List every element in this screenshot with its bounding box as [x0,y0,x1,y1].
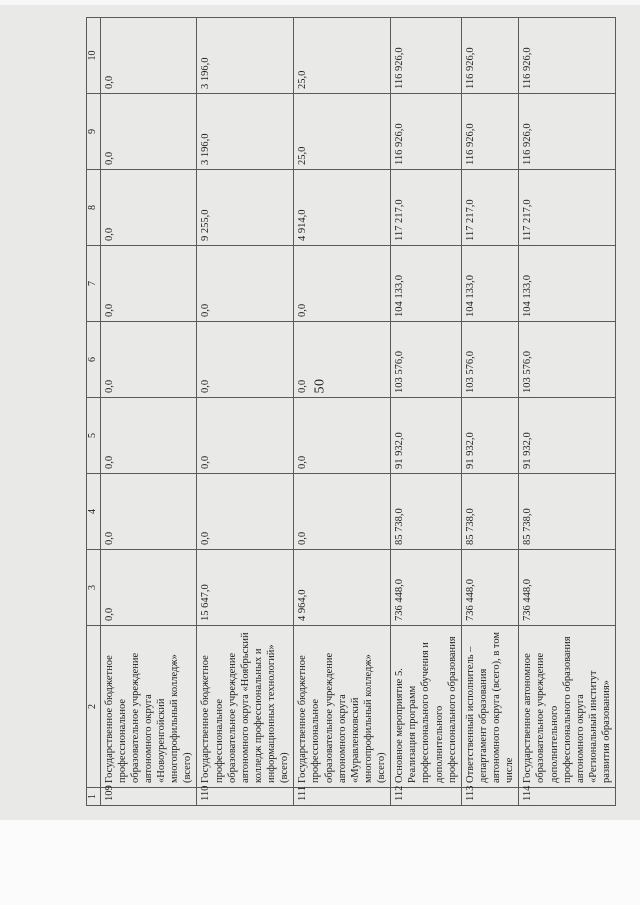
table-row [294,18,391,806]
row-name: Государственное автономное образовательное учреждение дополнительного профессионального образования автономного округа «Региональный институт развития образования» [519,626,616,788]
cell-value: 91 932,0 [461,398,519,474]
scan-top-edge [0,0,640,5]
cell-value: 104 133,0 [461,246,519,322]
cell-value: 736 448,0 [461,550,519,626]
cell-value: 0,0 [100,474,197,550]
row-name: Основное мероприятие 5. Реализация программ профессионального обучения и дополнительного профессионального образования [391,626,462,788]
row-name: Государственное бюджетное профессиональное образовательное учреждение автономного округа «Ноябрьский колледж профессиональных и информационных технологий» (всего) [197,626,294,788]
cell-value: 0,0 [294,474,391,550]
column-number-row [87,18,101,806]
row-number: 114 [519,788,616,806]
cell-value: 0,0 [294,246,391,322]
cell-value: 117 217,0 [391,170,462,246]
page-number: 50 [312,378,328,394]
cell-value: 117 217,0 [461,170,519,246]
cell-value: 0,0 [294,398,391,474]
cell-value: 0,0 [197,398,294,474]
column-number: 5 [87,398,101,474]
column-number: 10 [87,18,101,94]
cell-value: 0,0 [100,170,197,246]
cell-value: 116 926,0 [391,94,462,170]
cell-value: 0,0 [100,398,197,474]
column-number: 3 [87,550,101,626]
table-row [391,18,462,806]
column-number: 9 [87,94,101,170]
cell-value: 15 647,0 [197,550,294,626]
column-number: 1 [87,788,101,806]
cell-value: 85 738,0 [391,474,462,550]
cell-value: 0,0 [100,246,197,322]
column-number: 8 [87,170,101,246]
column-number: 6 [87,322,101,398]
column-number: 4 [87,474,101,550]
row-number: 112 [391,788,462,806]
cell-value: 0,0 [197,246,294,322]
cell-value: 116 926,0 [519,18,616,94]
cell-value: 25,0 [294,94,391,170]
row-name: Ответственный исполнитель – департамент образования автономного округа (всего), в том числе [461,626,519,788]
cell-value: 91 932,0 [519,398,616,474]
cell-value: 3 196,0 [197,94,294,170]
cell-value: 117 217,0 [519,170,616,246]
cell-value: 116 926,0 [519,94,616,170]
table-row [461,18,519,806]
cell-value: 0,0 [100,94,197,170]
cell-value: 85 738,0 [519,474,616,550]
row-number: 109 [100,788,197,806]
blank-page-margin [0,820,640,905]
table-row [100,18,197,806]
row-name: Государственное бюджетное профессиональное образовательное учреждение автономного округа «Муравленковский многопрофильный колледж» (всего) [294,626,391,788]
cell-value: 736 448,0 [519,550,616,626]
cell-value: 116 926,0 [391,18,462,94]
cell-value: 0,0 [100,322,197,398]
row-number: 110 [197,788,294,806]
column-number: 2 [87,626,101,788]
cell-value: 9 255,0 [197,170,294,246]
rotated-table-container [86,18,612,806]
cell-value: 0,0 [100,550,197,626]
cell-value: 103 576,0 [461,322,519,398]
cell-value: 103 576,0 [519,322,616,398]
budget-table [86,17,616,806]
cell-value: 0,0 [197,474,294,550]
cell-value: 25,0 [294,18,391,94]
cell-value: 0,0 [100,18,197,94]
row-number: 111 [294,788,391,806]
cell-value: 85 738,0 [461,474,519,550]
cell-value: 103 576,0 [391,322,462,398]
table-row [519,18,616,806]
table-row [197,18,294,806]
cell-value: 736 448,0 [391,550,462,626]
cell-value: 3 196,0 [197,18,294,94]
row-number: 113 [461,788,519,806]
cell-value: 91 932,0 [391,398,462,474]
cell-value: 116 926,0 [461,18,519,94]
cell-value: 0,0 [197,322,294,398]
cell-value: 4 914,0 [294,170,391,246]
row-name: Государственное бюджетное профессиональное образовательное учреждение автономного округа «Новоуренгойский многопрофильный колледж» (всего) [100,626,197,788]
cell-value: 104 133,0 [519,246,616,322]
cell-value: 0,0 [294,322,391,398]
cell-value: 4 964,0 [294,550,391,626]
cell-value: 104 133,0 [391,246,462,322]
column-number: 7 [87,246,101,322]
cell-value: 116 926,0 [461,94,519,170]
